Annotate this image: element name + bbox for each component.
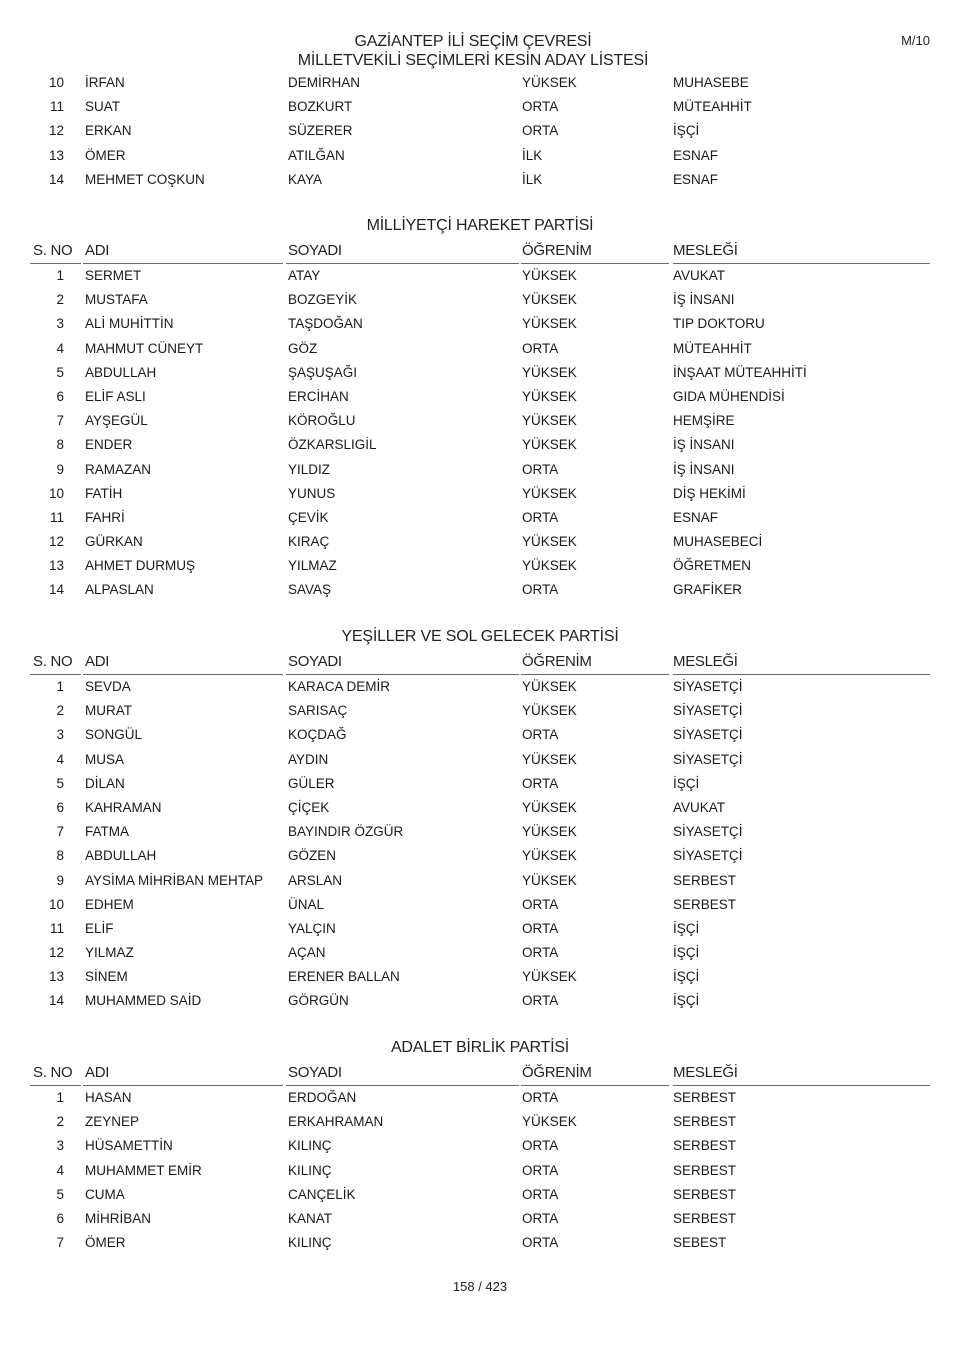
cell-ogrenim: ORTA: [522, 775, 559, 791]
cell-ogrenim: ORTA: [522, 509, 559, 525]
cell-adi: MİHRİBAN: [85, 1210, 152, 1226]
cell-meslegi: AVUKAT: [673, 799, 726, 815]
cell-meslegi: GIDA MÜHENDİSİ: [673, 388, 785, 404]
column-header-ogrenim: ÖĞRENİM: [522, 653, 592, 670]
cell-soyadi: TAŞDOĞAN: [288, 316, 363, 332]
column-header-meslegi: MESLEĞİ: [673, 653, 738, 670]
cell-soyadi: ŞAŞUŞAĞI: [288, 364, 358, 380]
column-header-adi: ADI: [85, 1064, 110, 1081]
cell-ogrenim: YÜKSEK: [522, 703, 577, 719]
cell-adi: ELİF: [85, 920, 114, 936]
cell-adi: ZEYNEP: [85, 1114, 140, 1130]
cell-soyadi: ÜNAL: [288, 896, 325, 912]
cell-adi: SİNEM: [85, 969, 128, 985]
cell-ogrenim: ORTA: [522, 1138, 559, 1154]
cell-meslegi: İŞÇİ: [673, 993, 700, 1009]
cell-ogrenim: YÜKSEK: [522, 413, 577, 429]
cell-soyadi: ÇEVİK: [288, 509, 329, 525]
cell-no: 12: [48, 534, 64, 550]
cell-ogrenim: YÜKSEK: [522, 316, 577, 332]
table-row: [30, 288, 930, 312]
cell-no: 11: [49, 920, 64, 936]
cell-meslegi: TIP DOKTORU: [673, 316, 765, 332]
cell-soyadi: BAYINDIR ÖZGÜR: [288, 824, 404, 840]
cell-adi: AYŞEGÜL: [85, 413, 148, 429]
cell-soyadi: CANÇELİK: [288, 1186, 356, 1202]
column-header-soyadi: SOYADI: [288, 242, 342, 259]
cell-soyadi: ERDOĞAN: [288, 1090, 357, 1105]
table-body: [30, 264, 930, 603]
cell-adi: İRFAN: [85, 75, 125, 90]
cell-no: 7: [56, 824, 64, 840]
party-section-mhp: [30, 214, 930, 603]
continued-candidate-list: [30, 71, 930, 192]
table-row: [30, 820, 930, 844]
cell-no: 1: [56, 679, 64, 694]
document-title-line1: GAZİANTEP İLİ SEÇİM ÇEVRESİ: [354, 33, 592, 50]
cell-no: 13: [48, 969, 64, 985]
party-title: YEŞİLLER VE SOL GELECEK PARTİSİ: [341, 628, 619, 645]
table-row: [30, 433, 930, 457]
cell-adi: HASAN: [85, 1090, 132, 1105]
table-row: [30, 458, 930, 482]
cell-ogrenim: ORTA: [522, 123, 559, 139]
table-row: [30, 965, 930, 989]
cell-ogrenim: YÜKSEK: [522, 679, 577, 694]
table-row: [30, 361, 930, 385]
cell-adi: ÖMER: [85, 147, 126, 163]
cell-meslegi: SERBEST: [673, 1186, 737, 1202]
cell-ogrenim: ORTA: [522, 1210, 559, 1226]
cell-no: 1: [56, 1090, 64, 1105]
cell-ogrenim: İLK: [522, 171, 543, 187]
cell-soyadi: KARACA DEMİR: [288, 679, 391, 694]
cell-ogrenim: ORTA: [522, 99, 559, 115]
cell-ogrenim: ORTA: [522, 1235, 559, 1251]
cell-soyadi: YALÇIN: [288, 920, 336, 936]
cell-no: 12: [48, 123, 64, 139]
table-body: [30, 675, 930, 1014]
cell-meslegi: İŞÇİ: [673, 123, 700, 139]
cell-ogrenim: YÜKSEK: [522, 1114, 577, 1130]
cell-adi: MUSTAFA: [85, 292, 148, 308]
cell-no: 10: [48, 896, 64, 912]
cell-meslegi: İŞÇİ: [673, 920, 700, 936]
cell-adi: ALİ MUHİTTİN: [85, 316, 174, 332]
cell-soyadi: ERENER BALLAN: [288, 969, 400, 985]
cell-meslegi: GRAFİKER: [673, 582, 743, 598]
cell-ogrenim: YÜKSEK: [522, 437, 577, 453]
table-row: [30, 796, 930, 820]
cell-adi: ÖMER: [85, 1235, 126, 1251]
column-header-ogrenim: ÖĞRENİM: [522, 1064, 592, 1081]
table-row: [30, 893, 930, 917]
cell-soyadi: ÖZKARSLIGİL: [288, 437, 377, 453]
cell-adi: KAHRAMAN: [85, 799, 162, 815]
cell-soyadi: KILINÇ: [288, 1138, 332, 1154]
table-row: [30, 1207, 930, 1231]
cell-soyadi: AYDIN: [288, 751, 329, 767]
cell-meslegi: SERBEST: [673, 1138, 737, 1154]
cell-soyadi: KILINÇ: [288, 1162, 332, 1178]
table-row: [30, 506, 930, 530]
cell-no: 14: [48, 582, 64, 598]
cell-no: 9: [56, 872, 64, 888]
cell-no: 5: [56, 775, 64, 791]
cell-adi: AHMET DURMUŞ: [85, 558, 196, 574]
cell-adi: FAHRİ: [85, 509, 125, 525]
cell-soyadi: BOZGEYİK: [288, 292, 358, 308]
cell-ogrenim: YÜKSEK: [522, 848, 577, 864]
cell-soyadi: GÖZ: [288, 340, 318, 356]
cell-adi: AYSİMA MİHRİBAN MEHTAP: [85, 872, 264, 888]
table-row: [30, 264, 930, 288]
cell-adi: YILMAZ: [85, 945, 134, 961]
cell-ogrenim: ORTA: [522, 993, 559, 1009]
cell-no: 10: [48, 485, 64, 501]
table-row: [30, 530, 930, 554]
cell-ogrenim: YÜKSEK: [522, 292, 577, 308]
column-header-soyadi: SOYADI: [288, 1064, 342, 1081]
cell-meslegi: SERBEST: [673, 896, 737, 912]
cell-soyadi: KOÇDAĞ: [288, 727, 347, 743]
table-row: [30, 699, 930, 723]
cell-no: 9: [56, 461, 64, 477]
cell-adi: ABDULLAH: [85, 848, 157, 864]
cell-adi: MURAT: [85, 703, 132, 719]
cell-adi: HÜSAMETTİN: [85, 1138, 173, 1154]
cell-no: 5: [56, 1186, 64, 1202]
cell-ogrenim: ORTA: [522, 920, 559, 936]
cell-no: 4: [56, 340, 64, 356]
cell-soyadi: YUNUS: [288, 485, 336, 501]
page-number: 158 / 423: [452, 1279, 508, 1294]
cell-soyadi: YILDIZ: [288, 461, 331, 477]
cell-adi: MUHAMMET EMİR: [85, 1162, 202, 1178]
cell-no: 6: [56, 388, 64, 404]
cell-ogrenim: ORTA: [522, 340, 559, 356]
cell-adi: SONGÜL: [85, 727, 143, 743]
cell-no: 2: [56, 1114, 64, 1130]
cell-ogrenim: YÜKSEK: [522, 799, 577, 815]
cell-ogrenim: ORTA: [522, 461, 559, 477]
column-header-adi: ADI: [85, 242, 110, 259]
cell-soyadi: ERCİHAN: [288, 388, 349, 404]
table-row: [30, 482, 930, 506]
cell-adi: ENDER: [85, 437, 133, 453]
cell-meslegi: İNŞAAT MÜTEAHHİTİ: [673, 364, 807, 380]
table-row: [30, 1183, 930, 1207]
table-row: [30, 941, 930, 965]
cell-ogrenim: YÜKSEK: [522, 969, 577, 985]
cell-ogrenim: YÜKSEK: [522, 268, 577, 283]
cell-meslegi: İŞÇİ: [673, 969, 700, 985]
column-header-ogrenim: ÖĞRENİM: [522, 242, 592, 259]
table-row: [30, 385, 930, 409]
cell-adi: MUSA: [85, 751, 125, 767]
party-section-yesiller-sol: [30, 625, 930, 1014]
table-row: [30, 312, 930, 336]
cell-soyadi: KAYA: [288, 171, 323, 187]
cell-no: 7: [56, 413, 64, 429]
cell-adi: MEHMET COŞKUN: [85, 171, 205, 187]
cell-no: 3: [56, 727, 64, 743]
cell-adi: EDHEM: [85, 896, 134, 912]
table-row: [30, 578, 930, 602]
cell-adi: DİLAN: [85, 775, 125, 791]
cell-soyadi: KILINÇ: [288, 1235, 332, 1251]
cell-adi: ELİF ASLI: [85, 388, 146, 404]
table-row: [30, 869, 930, 893]
table-row: [30, 772, 930, 796]
cell-no: 14: [48, 171, 64, 187]
cell-ogrenim: YÜKSEK: [522, 558, 577, 574]
cell-adi: ABDULLAH: [85, 364, 157, 380]
document-title-line2: MİLLETVEKİLİ SEÇİMLERİ KESİN ADAY LİSTESİ: [297, 52, 649, 69]
cell-soyadi: KÖROĞLU: [288, 413, 356, 429]
table-row: [30, 1134, 930, 1158]
table-row: [30, 723, 930, 747]
cell-soyadi: GÜLER: [288, 775, 335, 791]
cell-no: 3: [56, 1138, 64, 1154]
cell-no: 3: [56, 316, 64, 332]
cell-meslegi: SİYASETÇİ: [673, 727, 743, 743]
party-section-adalet-birlik: [30, 1036, 930, 1255]
cell-no: 5: [56, 364, 64, 380]
cell-meslegi: MUHASEBE: [673, 75, 749, 90]
cell-meslegi: ESNAF: [673, 509, 719, 525]
cell-meslegi: SİYASETÇİ: [673, 679, 743, 694]
cell-ogrenim: YÜKSEK: [522, 534, 577, 550]
cell-soyadi: ARSLAN: [288, 872, 343, 888]
cell-meslegi: MÜTEAHHİT: [673, 340, 752, 356]
cell-soyadi: YILMAZ: [288, 558, 337, 574]
cell-adi: ERKAN: [85, 123, 132, 139]
column-header-no: S. NO: [33, 1064, 73, 1081]
cell-soyadi: ERKAHRAMAN: [288, 1114, 384, 1130]
table-row: [30, 144, 930, 168]
cell-meslegi: İŞÇİ: [673, 945, 700, 961]
cell-no: 13: [48, 558, 64, 574]
cell-meslegi: SERBEST: [673, 872, 737, 888]
table-row: [30, 1159, 930, 1183]
cell-no: 8: [56, 848, 64, 864]
cell-adi: MUHAMMED SAİD: [85, 993, 202, 1009]
column-header-meslegi: MESLEĞİ: [673, 242, 738, 259]
cell-ogrenim: İLK: [522, 147, 543, 163]
cell-no: 13: [48, 147, 64, 163]
cell-no: 4: [56, 1162, 64, 1178]
table-row: [30, 1110, 930, 1134]
cell-meslegi: SERBEST: [673, 1162, 737, 1178]
party-title: MİLLİYETÇİ HAREKET PARTİSİ: [366, 217, 594, 234]
cell-adi: SEVDA: [85, 679, 131, 694]
cell-meslegi: SEBEST: [673, 1235, 727, 1251]
cell-no: 11: [49, 99, 64, 115]
cell-meslegi: SİYASETÇİ: [673, 703, 743, 719]
cell-soyadi: SARISAÇ: [288, 703, 348, 719]
cell-meslegi: MUHASEBECİ: [673, 534, 763, 550]
cell-ogrenim: ORTA: [522, 1186, 559, 1202]
cell-ogrenim: YÜKSEK: [522, 75, 577, 90]
cell-ogrenim: ORTA: [522, 896, 559, 912]
cell-ogrenim: YÜKSEK: [522, 824, 577, 840]
cell-adi: MAHMUT CÜNEYT: [85, 340, 204, 356]
cell-ogrenim: YÜKSEK: [522, 388, 577, 404]
cell-meslegi: SERBEST: [673, 1114, 737, 1130]
cell-no: 14: [48, 993, 64, 1009]
cell-no: 4: [56, 751, 64, 767]
cell-meslegi: AVUKAT: [673, 268, 726, 283]
cell-meslegi: ÖĞRETMEN: [673, 558, 752, 574]
cell-adi: RAMAZAN: [85, 461, 152, 477]
cell-soyadi: GÖZEN: [288, 848, 337, 864]
cell-no: 2: [56, 292, 64, 308]
cell-no: 1: [56, 268, 64, 283]
cell-soyadi: KIRAÇ: [288, 534, 330, 550]
table-row: [30, 917, 930, 941]
table-row: [30, 1086, 930, 1110]
cell-no: 7: [56, 1235, 64, 1251]
table-header: [30, 649, 930, 675]
cell-meslegi: ESNAF: [673, 147, 719, 163]
cell-soyadi: SÜZERER: [288, 123, 353, 139]
table-row: [30, 844, 930, 868]
table-row: [30, 1231, 930, 1255]
cell-meslegi: HEMŞİRE: [673, 413, 735, 429]
cell-no: 12: [48, 945, 64, 961]
cell-no: 6: [56, 1210, 64, 1226]
cell-soyadi: AÇAN: [288, 945, 326, 961]
table-row: [30, 554, 930, 578]
cell-ogrenim: YÜKSEK: [522, 364, 577, 380]
table-row: [30, 95, 930, 119]
cell-meslegi: SERBEST: [673, 1210, 737, 1226]
column-header-meslegi: MESLEĞİ: [673, 1064, 738, 1081]
cell-soyadi: SAVAŞ: [288, 582, 332, 598]
cell-adi: SUAT: [85, 99, 121, 115]
cell-ogrenim: YÜKSEK: [522, 751, 577, 767]
table-header: [30, 238, 930, 264]
cell-adi: FATMA: [85, 824, 130, 840]
cell-no: 2: [56, 703, 64, 719]
cell-soyadi: KANAT: [288, 1210, 333, 1226]
cell-ogrenim: ORTA: [522, 727, 559, 743]
cell-adi: ALPASLAN: [85, 582, 154, 598]
cell-ogrenim: ORTA: [522, 1090, 559, 1105]
page-code: M/10: [901, 33, 930, 48]
cell-ogrenim: YÜKSEK: [522, 485, 577, 501]
cell-adi: FATİH: [85, 485, 123, 501]
cell-ogrenim: ORTA: [522, 582, 559, 598]
party-title: ADALET BİRLİK PARTİSİ: [390, 1039, 570, 1056]
cell-soyadi: ATAY: [288, 268, 321, 283]
table-row: [30, 71, 930, 95]
cell-no: 6: [56, 799, 64, 815]
cell-soyadi: GÖRGÜN: [288, 993, 349, 1009]
table-row: [30, 168, 930, 192]
cell-meslegi: SİYASETÇİ: [673, 848, 743, 864]
column-header-no: S. NO: [33, 653, 73, 670]
cell-meslegi: ESNAF: [673, 171, 719, 187]
table-row: [30, 748, 930, 772]
cell-adi: SERMET: [85, 268, 142, 283]
cell-meslegi: İŞ İNSANI: [673, 437, 735, 453]
cell-soyadi: ÇİÇEK: [288, 799, 330, 815]
cell-meslegi: İŞ İNSANI: [673, 461, 735, 477]
cell-meslegi: DİŞ HEKİMİ: [673, 485, 746, 501]
table-row: [30, 675, 930, 699]
cell-no: 11: [49, 509, 64, 525]
column-header-adi: ADI: [85, 653, 110, 670]
table-row: [30, 119, 930, 143]
cell-no: 8: [56, 437, 64, 453]
column-header-no: S. NO: [33, 242, 73, 259]
cell-soyadi: ATILĞAN: [288, 147, 345, 163]
cell-ogrenim: ORTA: [522, 1162, 559, 1178]
cell-soyadi: BOZKURT: [288, 99, 353, 115]
cell-meslegi: İŞ İNSANI: [673, 292, 735, 308]
column-header-soyadi: SOYADI: [288, 653, 342, 670]
cell-soyadi: DEMİRHAN: [288, 75, 361, 90]
table-row: [30, 409, 930, 433]
cell-no: 10: [48, 75, 64, 90]
cell-meslegi: SERBEST: [673, 1090, 737, 1105]
cell-ogrenim: YÜKSEK: [522, 872, 577, 888]
table-header: [30, 1060, 930, 1086]
table-row: [30, 989, 930, 1013]
cell-meslegi: SİYASETÇİ: [673, 824, 743, 840]
cell-adi: GÜRKAN: [85, 534, 143, 550]
table-body: [30, 1086, 930, 1255]
table-row: [30, 337, 930, 361]
cell-meslegi: İŞÇİ: [673, 775, 700, 791]
cell-meslegi: MÜTEAHHİT: [673, 99, 752, 115]
cell-ogrenim: ORTA: [522, 945, 559, 961]
cell-meslegi: SİYASETÇİ: [673, 751, 743, 767]
cell-adi: CUMA: [85, 1186, 125, 1202]
